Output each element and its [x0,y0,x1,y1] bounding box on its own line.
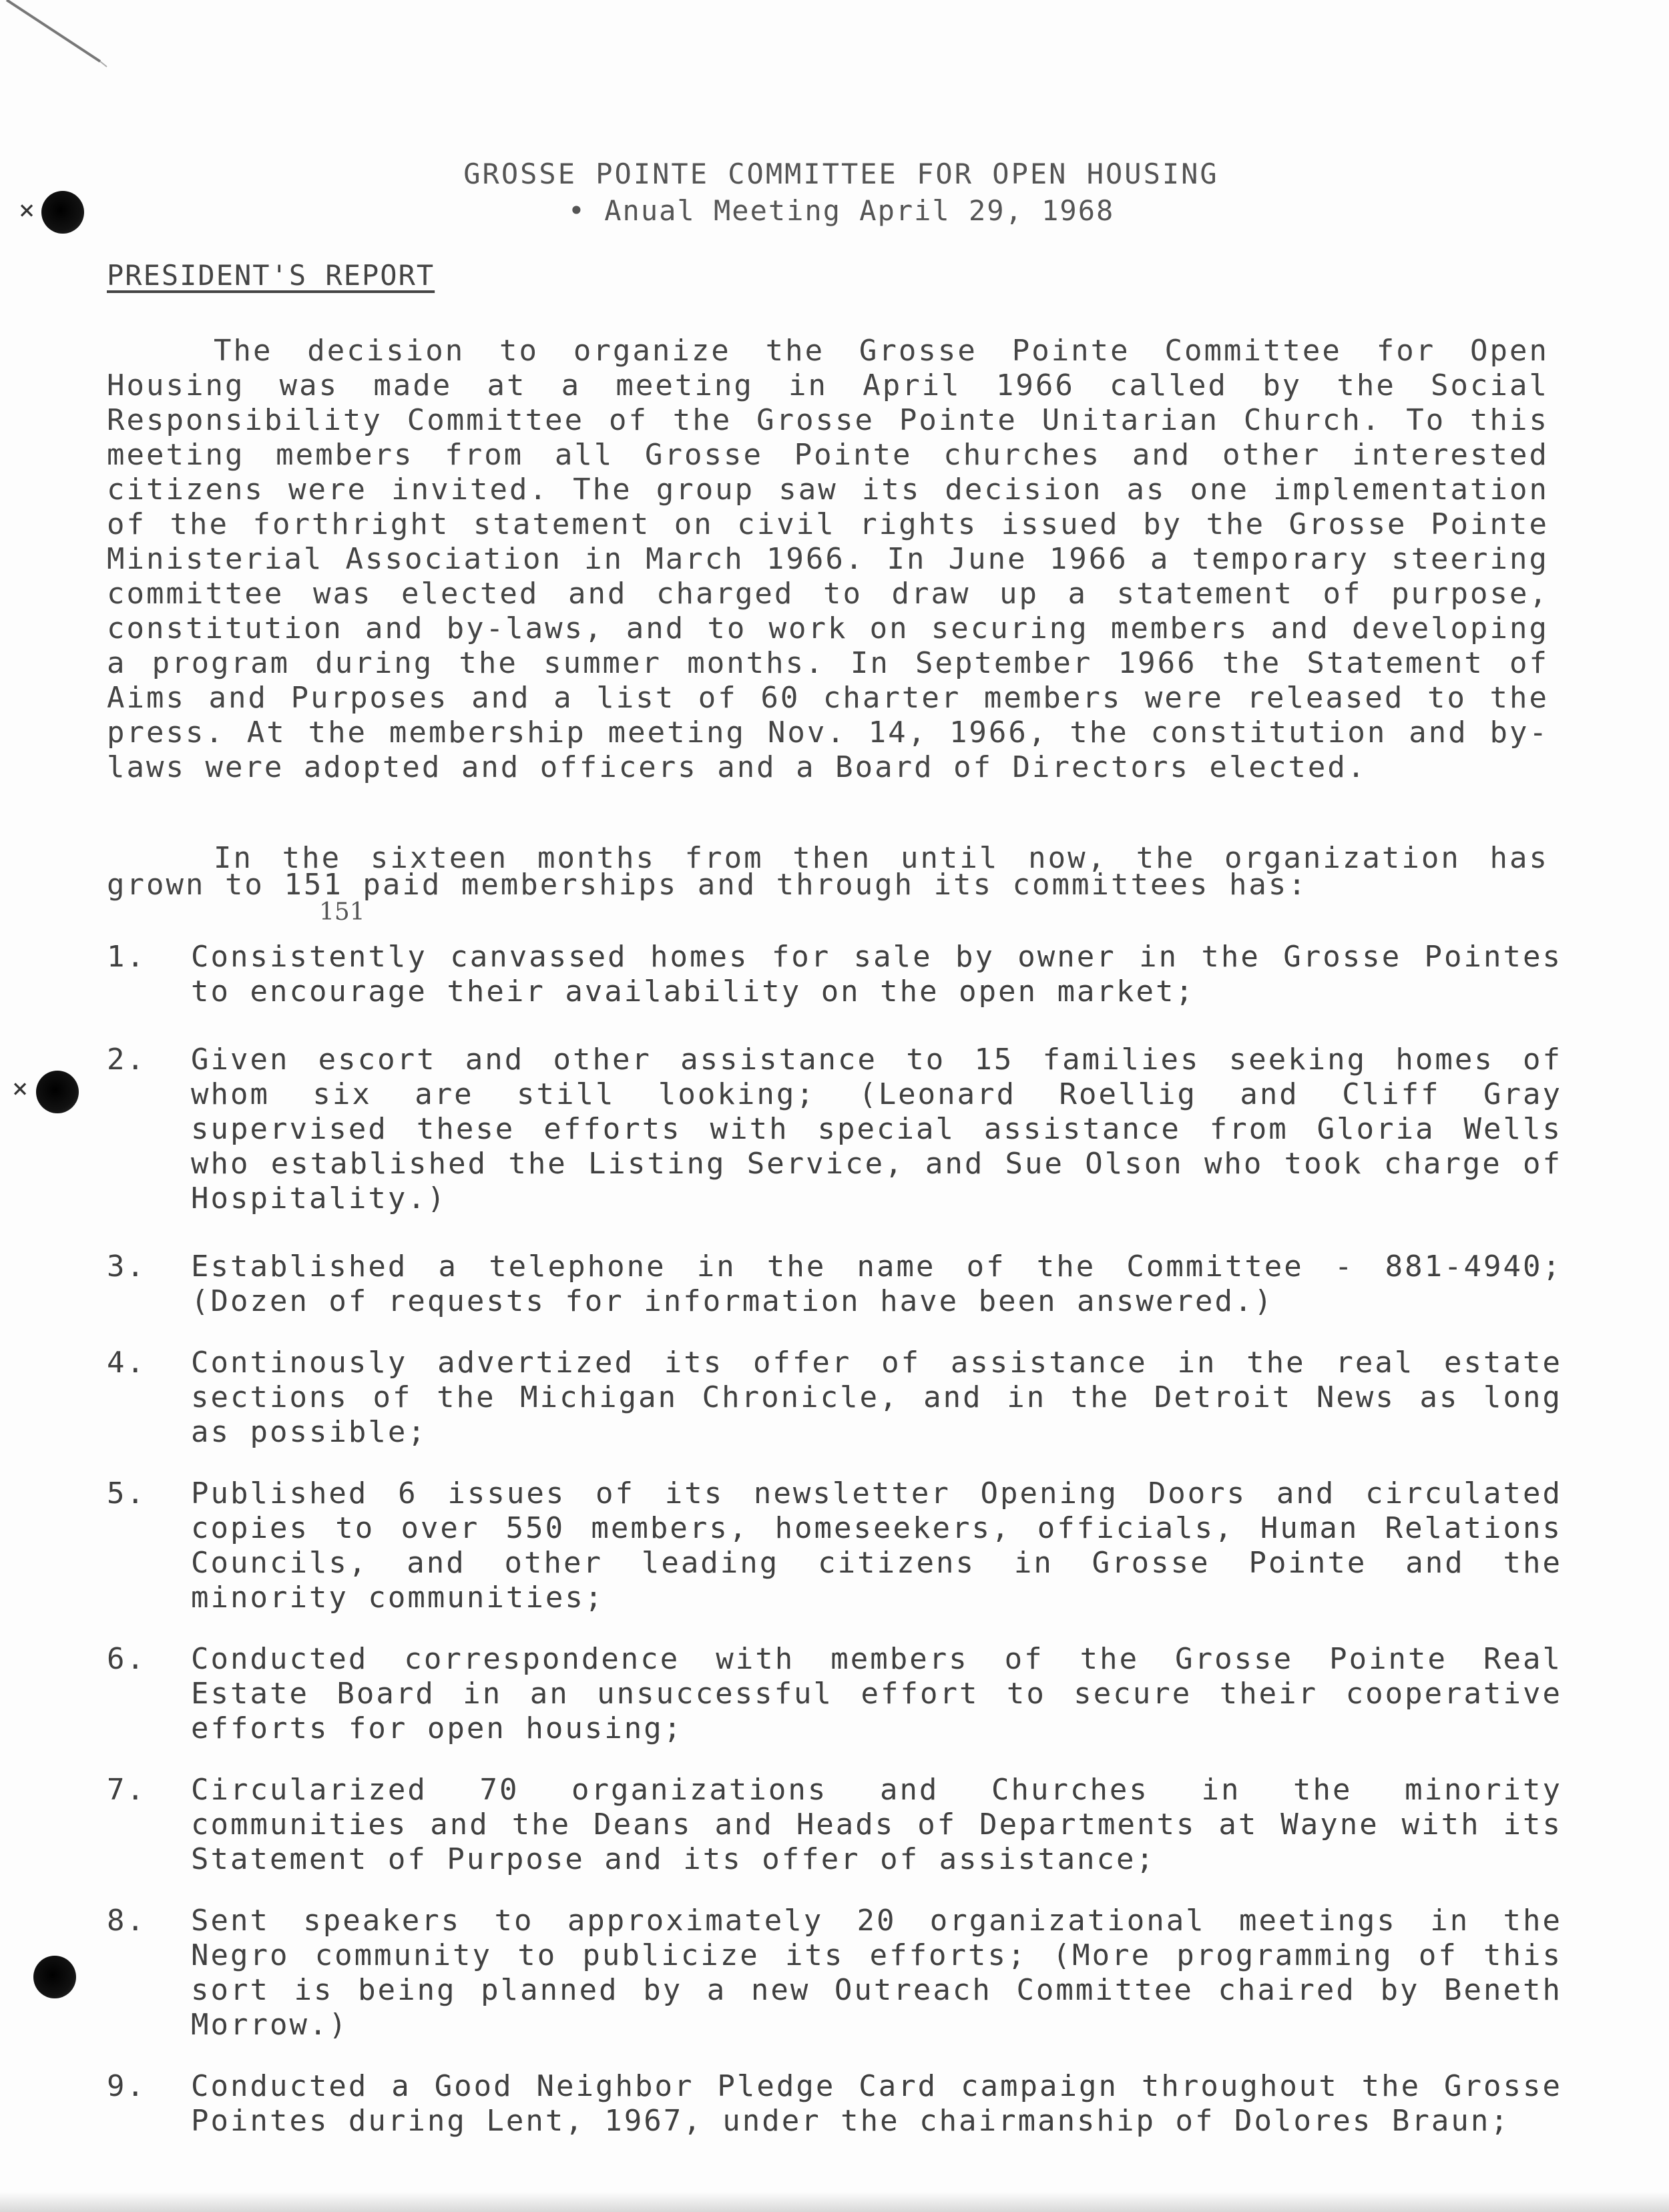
list-item-text: Sent speakers to approximately 20 organizational meetings in the Negro community to publicize its efforts; (More programming of this sort is being planned by a new Outreach Committee chaired by Beneth Morrow.) [191,1904,1562,2042]
summary-paragraph: In the sixteen months from then until now, the organization has grown to 151 paid memberships and through its committees has: [107,841,1549,902]
list-item [107,2069,1562,2139]
list-item-text: Conducted correspondence with members of the Grosse Pointe Real Estate Board in an unsuccessful effort to secure their cooperative efforts for open housing; [191,1642,1562,1745]
list-item [107,1476,1562,1615]
page-corner-fold [0,0,113,73]
list-item-text: Published 6 issues of its newsletter Opening Doors and circulated copies to over 550 members, homeseekers, officials, Human Relations Councils, and other leading citizens in Grosse Pointe and the minority communities; [191,1476,1562,1615]
list-item-number: 4. [107,1346,146,1380]
list-item [107,1904,1562,2042]
list-item [107,1642,1562,1746]
list-item-text: Circularized 70 organizations and Churches in the minority communities and the Deans and Heads of Departments at Wayne with its Statement of Purpose and its offer of assistance; [191,1773,1562,1876]
document-title: GROSSE POINTE COMMITTEE FOR OPEN HOUSING [463,158,1219,190]
punch-mark-middle: × [12,1073,29,1104]
list-item-number: 1. [107,940,146,974]
list-item-text: Established a telephone in the name of the Committee - 881-4940; (Dozen of requests for information have been answered.) [191,1250,1562,1318]
punch-hole-bottom [33,1956,76,1998]
list-item [107,1346,1562,1450]
list-item-number: 3. [107,1250,146,1284]
list-item [107,1043,1562,1216]
list-item-text: Conducted a Good Neighbor Pledge Card campaign throughout the Grosse Pointes during Lent, 1967, under the chairmanship of Dolores Braun; [191,2069,1562,2138]
list-item-number: 2. [107,1043,146,1077]
handwritten-note: 151 [319,898,365,926]
list-item-text: Continously advertized its offer of assistance in the real estate sections of the Michigan Chronicle, and in the Detroit News as long as possible; [191,1346,1562,1449]
list-item-text: Consistently canvassed homes for sale by owner in the Grosse Pointes to encourage their availability on the open market; [191,940,1562,1009]
list-item-text: Given escort and other assistance to 15 families seeking homes of whom six are still looking; (Leonard Roellig and Cliff Gray supervised these efforts with special assistance from Gloria Wells who established the Listing Service, and Sue Olson who took charge of Hospitality.) [191,1043,1562,1215]
list-item [107,1773,1562,1877]
report-heading: PRESIDENT'S REPORT [107,259,435,292]
list-item-number: 6. [107,1642,146,1676]
scan-bottom-edge [0,2192,1669,2212]
list-item [107,940,1562,1009]
intro-paragraph: The decision to organize the Grosse Pointe Committee for Open Housing was made at a meeting in April 1966 called by the Social Responsibility Committee of the Grosse Pointe Unitarian Church. To this meeting members from all Grosse Pointe churches and other interested citizens were invited. The group saw its decision as one implementation of the forthright statement on civil rights issued by the Grosse Pointe Ministerial Association in March 1966. In June 1966 a temporary steering committee was elected and charged to draw up a statement of purpose, constitution and by-laws, and to work on securing members and developing a program during the summer months. In September 1966 the Statement of Aims and Purposes and a list of 60 charter members were released to the press. At the membership meeting Nov. 14, 1966, the constitution and by-laws were adopted and officers and a Board of Directors elected. [107,334,1549,784]
list-item [107,1250,1562,1319]
accomplishments-list [107,940,1562,2139]
list-item-number: 8. [107,1904,146,1938]
list-item-number: 9. [107,2069,146,2103]
document-header [0,158,1669,227]
punch-hole-middle [36,1071,79,1113]
meeting-date: • Anual Meeting April 29, 1968 [567,194,1115,227]
punch-mark-top: × [19,195,35,226]
list-item-number: 5. [107,1476,146,1510]
list-item-number: 7. [107,1773,146,1807]
